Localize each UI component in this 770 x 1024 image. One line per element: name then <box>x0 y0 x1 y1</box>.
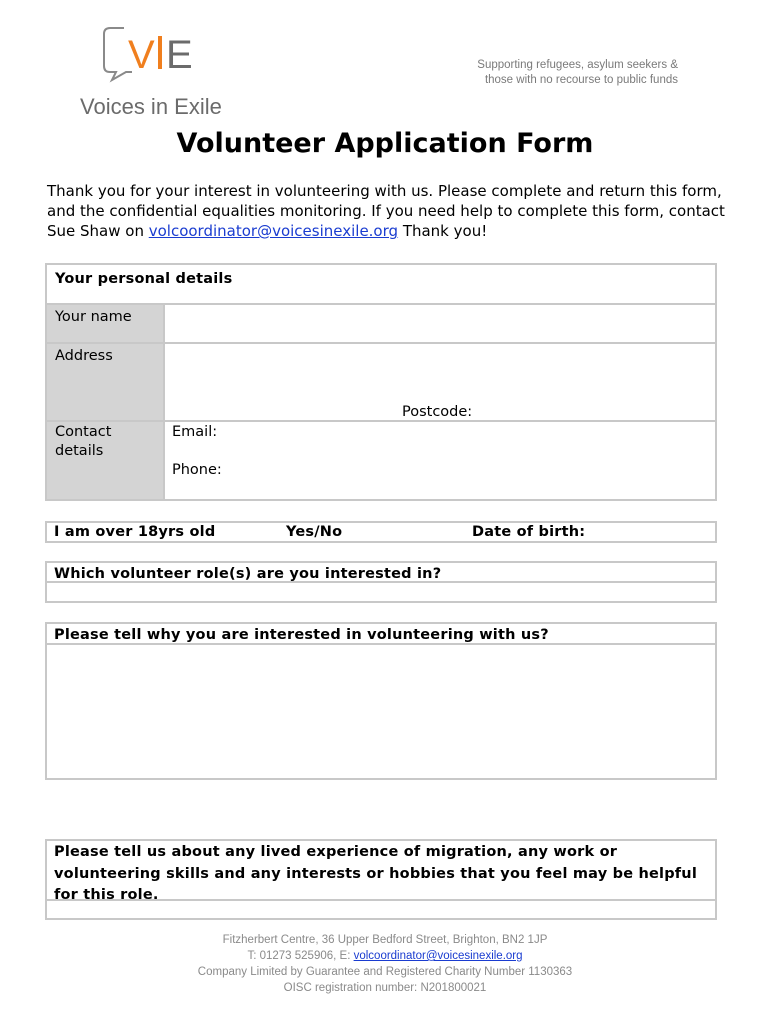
address-label: Address <box>55 348 113 364</box>
age-row[interactable] <box>45 521 717 543</box>
personal-details-heading: Your personal details <box>55 271 233 287</box>
footer <box>0 932 770 996</box>
why-answer-field[interactable] <box>45 643 717 780</box>
dob-label: Date of birth: <box>472 524 586 540</box>
tagline-line-2: those with no recourse to public funds <box>484 74 678 86</box>
role-question: Which volunteer role(s) are you interested in? <box>54 566 442 582</box>
contact-label-cell <box>45 420 165 501</box>
phone-label: Phone: <box>172 462 222 478</box>
intro-thanks: Thank you! <box>398 222 488 240</box>
coordinator-email-link[interactable]: volcoordinator@voicesinexile.org <box>148 222 399 240</box>
over-18-label: I am over 18yrs old <box>54 524 216 540</box>
experience-answer-field[interactable] <box>45 899 717 920</box>
name-label-cell <box>45 303 165 344</box>
why-question: Please tell why you are interested in volunteering with us? <box>54 627 549 643</box>
svg-text:V: V <box>128 33 155 77</box>
address-label-cell <box>45 342 165 422</box>
footer-phone: T: 01273 525906, E: <box>247 950 354 962</box>
contact-field[interactable] <box>163 420 717 501</box>
footer-address: Fitzherbert Centre, 36 Upper Bedford Street, Brighton, BN2 1JP <box>222 934 548 946</box>
postcode-label: Postcode: <box>402 404 473 420</box>
email-label: Email: <box>172 424 218 440</box>
experience-question-cell <box>45 839 717 901</box>
role-answer-field[interactable] <box>45 581 717 603</box>
name-field[interactable] <box>163 303 717 344</box>
svg-text:E: E <box>166 33 193 77</box>
name-label: Your name <box>55 309 132 325</box>
footer-contact <box>0 948 770 964</box>
speech-bubble-icon <box>102 26 193 80</box>
tagline-line-1: Supporting refugees, asylum seekers & <box>477 59 678 71</box>
footer-company: Company Limited by Guarantee and Registered Charity Number 1130363 <box>197 966 573 978</box>
footer-email-link[interactable]: volcoordinator@voicesinexile.org <box>353 950 523 962</box>
logo-name: Voices in Exile <box>80 94 222 119</box>
why-question-cell <box>45 622 717 645</box>
role-question-cell <box>45 561 717 583</box>
intro-paragraph <box>47 181 727 241</box>
page-title: Volunteer Application Form <box>176 128 594 159</box>
experience-question: Please tell us about any lived experience of migration, any work or volunteering skills and any interests or hobbies that you feel may be helpful for this role. <box>54 844 697 903</box>
tagline <box>418 58 678 88</box>
footer-oisc: OISC registration number: N201800021 <box>283 982 487 994</box>
vie-logo <box>80 22 250 122</box>
personal-details-heading-cell <box>45 263 717 305</box>
intro-text: Thank you for your interest in volunteering with us. Please complete and return this form, and the confidential equalities monitoring. If you need help to complete this form, contact Sue Shaw on <box>47 182 725 240</box>
address-field[interactable] <box>163 342 717 422</box>
yes-no-label: Yes/No <box>286 524 343 540</box>
contact-label: Contact details <box>55 424 112 459</box>
